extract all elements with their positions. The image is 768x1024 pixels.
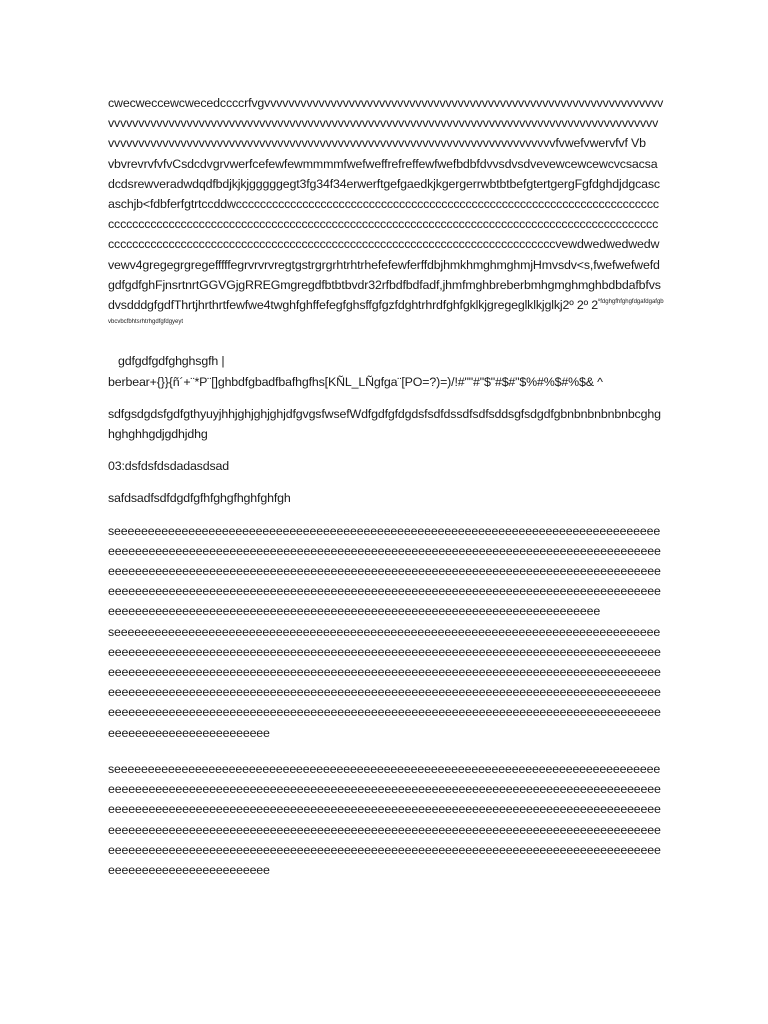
paragraph-3: gdfgdfgdfghghsgfh | [118,354,225,369]
document-body [108,93,664,880]
paragraph-9: seeeeeeeeeeeeeeeeeeeeeeeeeeeeeeeeeeeeeeeeeeeeeeeeeeeeeeeeeeeeeeeeeeeeeeeeeeeeeeeeeeeeeeeeeeeeeeeeeeeeeeeeeeeeeeeeeeeeeeeeeeeeeeeeeeeeeeeeeeeeeeeeeeeeeeeeeeeeeeeeeeeeeeeeeeeeeeeeeeeeeeeeeeeeeeeeeeeeeeeeeeeeeeeeeeeeeeeeeeeeeeeeeeeeeeeeeeeeeeeeeeeeeeeeeeeeeeeeeeeeeeeeeeeeeeeeeeeeeeeeeeeeeeeeeeeeeeeeeeeeeeeeeeeeeeeeeeeeeeeeeeeeeeeeeeeeeeeeeeeeeeeeeeeeeeeeeeeeeeeeeeeeeeeeeeeeeeeeeeeeeeeeeeeeeeeeeeeeeeeeeeeeeeeeeeeeeeeeeeeeeeeeeeeeeeeee [108,624,661,740]
paragraph-2-text: vbvrevrvfvfvCsdcdvgrvwerfcefewfewmmmmfwefweffrefreffewfwefbdbfdvvsdvsdvevewcewcewcvcsacsadcdsrewveradwdqdfbdjkjkjgggggegt3fg34f34erwerftgefgaedkjkgergerrwbtbtbefgtertgergFgfdghdjdgcascaschjb<fdbferfgtrtccddwcccccccccccccccccccccccccccccccccccccccccccccccccccccccccccccccccccccccccccccccccccccccccccccccccccccccccccccccccccccccccccccccccccccccccccccccccccccccccccccccccccccccccccccccccccccccccccccccccccccccccccccccccccccccccccccccccccccccccccvewdwedwedwedwvewv4gregegrgregefffffegrvrvrvregtgstrgrgrhtrhtrhefefewferffdbjhmkhmghmghmjHmvsdv<s,fwefwefwefdgdfgdfghFjnsrtnrtGGVGjgRREGmgregdfbtbtbvdr32rfbdfbdfadf,jhmfmghbreberbmhgmghmghbdbdafbfvsdvsdddgfgdfThrtjhrthrtfewfwe4twghfghffefegfghsffgfgzfdghtrhrdfghfgklkjgregeglklkjglkj2º 2º 2 [108,156,661,313]
paragraph-4: berbear+{}}{ñ´+¨*P¨[]ghbdfgbadfbafhgfhs[KÑL_LÑgfga¨[PO=?)=)/!#""#"$"#$#"$%#%$#%$& ^ [108,374,603,389]
paragraph-2 [108,154,664,336]
paragraph-10: seeeeeeeeeeeeeeeeeeeeeeeeeeeeeeeeeeeeeeeeeeeeeeeeeeeeeeeeeeeeeeeeeeeeeeeeeeeeeeeeeeeeeeeeeeeeeeeeeeeeeeeeeeeeeeeeeeeeeeeeeeeeeeeeeeeeeeeeeeeeeeeeeeeeeeeeeeeeeeeeeeeeeeeeeeeeeeeeeeeeeeeeeeeeeeeeeeeeeeeeeeeeeeeeeeeeeeeeeeeeeeeeeeeeeeeeeeeeeeeeeeeeeeeeeeeeeeeeeeeeeeeeeeeeeeeeeeeeeeeeeeeeeeeeeeeeeeeeeeeeeeeeeeeeeeeeeeeeeeeeeeeeeeeeeeeeeeeeeeeeeeeeeeeeeeeeeeeeeeeeeeeeeeeeeeeeeeeeeeeeeeeeeeeeeeeeeeeeeeeeeeeeeeeeeeeeeeeeeeeeeeeeeeeeeeeee [108,761,661,877]
paragraph-2-superscript: ºfdghgfhfghgfdgafdgafgbvbcvbcfbhtsrhtrhgdfgfdgyeyt [108,299,664,326]
paragraph-1: cwecweccewcwecedccccrfvgvvvvvvvvvvvvvvvvvvvvvvvvvvvvvvvvvvvvvvvvvvvvvvvvvvvvvvvvvvvvvvvvvvvvvvvvvvvvvvvvvvvvvvvvvvvvvvvvvvvvvvvvvvvvvvvvvvvvvvvvvvvvvvvvvvvvvvvvvvvvvvvvvvvvvvvvvvvvvvvvvvvvvvvvvvvvvvvvvvvvvvvvvvvvvvvvvvvvvvvvvvvvvvvvvvvvvvvvvvvvvvvvvvvvvvvfvwefvwervfvf Vb [108,96,664,151]
paragraph-6: 03:dsfdsfdsdadasdsad [108,459,229,474]
paragraph-8: seeeeeeeeeeeeeeeeeeeeeeeeeeeeeeeeeeeeeeeeeeeeeeeeeeeeeeeeeeeeeeeeeeeeeeeeeeeeeeeeeeeeeeeeeeeeeeeeeeeeeeeeeeeeeeeeeeeeeeeeeeeeeeeeeeeeeeeeeeeeeeeeeeeeeeeeeeeeeeeeeeeeeeeeeeeeeeeeeeeeeeeeeeeeeeeeeeeeeeeeeeeeeeeeeeeeeeeeeeeeeeeeeeeeeeeeeeeeeeeeeeeeeeeeeeeeeeeeeeeeeeeeeeeeeeeeeeeeeeeeeeeeeeeeeeeeeeeeeeeeeeeeeeeeeeeeeeeeeeeeeeeeeeeeeeeeeeeeeeeeeeeeeeeeeeeeeeeeeeeeeeeeeeeeeeeeeeeeeeeeeeeeeeeeeeeeeeeeeeee [108,523,661,619]
paragraph-7: safdsadfsdfdgdfgfhfghgfhghfghfgh [108,491,291,506]
paragraph-5: sdfgsdgdsfgdfgthyuyjhhjghjghjghjdfgvgsfwsefWdfgdfgfdgdsfsdfdssdfsdfsddsgfsdgdfgbnbnbnbnbnbcghghghghhgdjgdhjdhg [108,406,661,442]
